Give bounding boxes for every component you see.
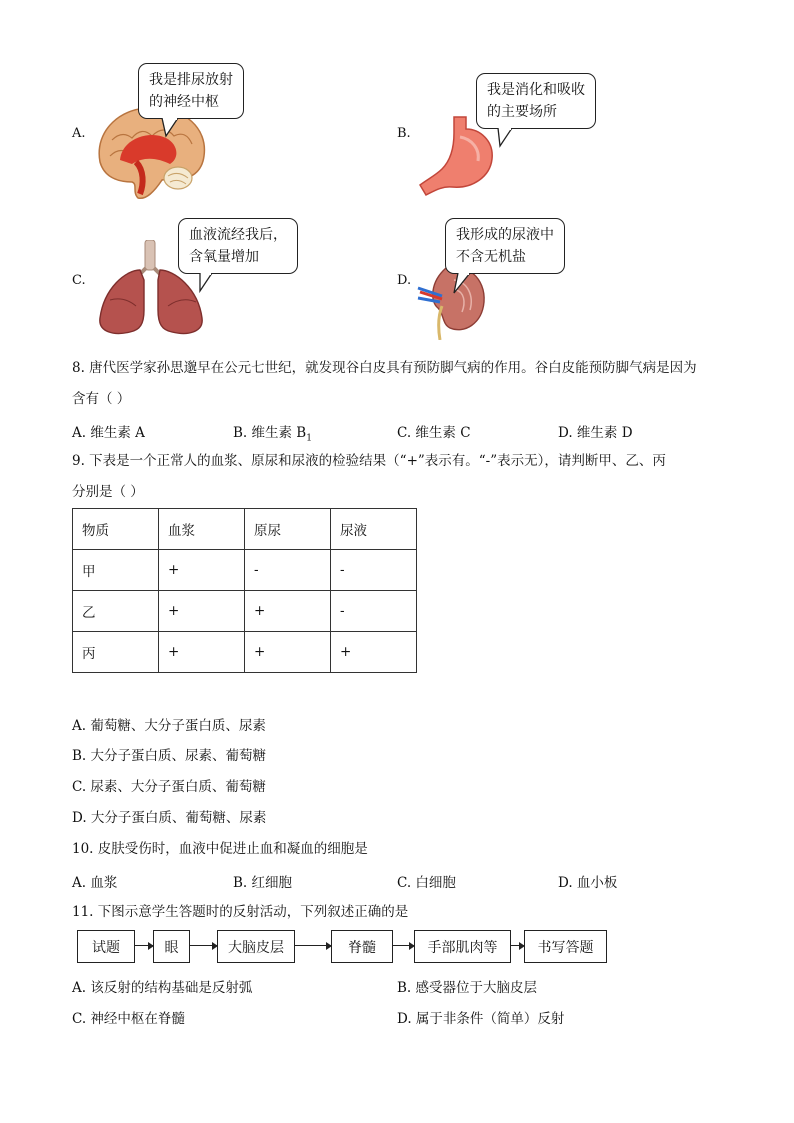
- option-c[interactable]: C. 尿素、大分子蛋白质、葡萄糖: [72, 779, 266, 795]
- bubble-tail: [196, 273, 220, 295]
- option-letter: D.: [397, 273, 412, 288]
- table-cell: -: [331, 550, 417, 591]
- flow-box-receptor: 眼: [153, 930, 190, 963]
- option-c[interactable]: C. 维生素 C: [397, 425, 471, 441]
- flow-box-effector: 手部肌肉等: [414, 930, 511, 963]
- question-stem-cont: 分别是（ ）: [72, 484, 144, 500]
- option-d[interactable]: D. 维生素 D: [558, 425, 633, 441]
- bubble-tail: [160, 118, 184, 142]
- table-row: [73, 632, 417, 673]
- arrow-icon: [393, 945, 414, 946]
- table-cell: +: [159, 550, 245, 591]
- option-letter: C.: [72, 273, 86, 288]
- option-c[interactable]: C. 神经中枢在脊髓: [72, 1011, 185, 1027]
- option-letter: B.: [397, 126, 411, 141]
- bubble-tail: [452, 273, 476, 295]
- option-b[interactable]: B. 感受器位于大脑皮层: [397, 980, 538, 996]
- bubble-line: 我是排尿放射: [149, 72, 233, 88]
- table-row: [73, 591, 417, 632]
- option-b[interactable]: B. 大分子蛋白质、尿素、葡萄糖: [72, 748, 267, 764]
- option-d[interactable]: D. 血小板: [558, 875, 618, 891]
- question-stem-cont: 含有（ ）: [72, 391, 131, 407]
- arrow-icon: [190, 945, 217, 946]
- result-table: [72, 508, 417, 673]
- table-cell: +: [159, 591, 245, 632]
- table-cell: 乙: [73, 591, 159, 632]
- speech-bubble: [178, 218, 298, 274]
- table-header-cell: 尿液: [331, 509, 417, 550]
- arrow-icon: [135, 945, 153, 946]
- table-cell: -: [331, 591, 417, 632]
- bubble-line: 不含无机盐: [456, 249, 526, 265]
- option-c[interactable]: C. 白细胞: [397, 875, 456, 891]
- question-stem: 9. 下表是一个正常人的血浆、原尿和尿液的检验结果（“+”表示有。“-”表示无），请判断甲、乙、丙: [72, 453, 666, 469]
- flow-box-response: 书写答题: [524, 930, 607, 963]
- bubble-line: 含氧量增加: [189, 249, 259, 265]
- table-header-row: [73, 509, 417, 550]
- table-cell: +: [159, 632, 245, 673]
- table-header-cell: 物质: [73, 509, 159, 550]
- option-d[interactable]: D. 属于非条件（简单）反射: [397, 1011, 565, 1027]
- option-b-text: B. 维生素 B: [233, 425, 307, 441]
- option-d[interactable]: D. 大分子蛋白质、葡萄糖、尿素: [72, 810, 267, 826]
- option-b[interactable]: [233, 421, 312, 444]
- table-row: [73, 550, 417, 591]
- table-header-cell: 原尿: [245, 509, 331, 550]
- table-cell: 甲: [73, 550, 159, 591]
- bubble-line: 的神经中枢: [149, 94, 219, 110]
- flow-box-spinal-cord: 脊髓: [331, 930, 393, 963]
- table-header-cell: 血浆: [159, 509, 245, 550]
- question-stem: 8. 唐代医学家孙思邈早在公元七世纪，就发现谷白皮具有预防脚气病的作用。谷白皮能预防脚气病是因为: [72, 360, 697, 376]
- option-a[interactable]: A. 葡萄糖、大分子蛋白质、尿素: [72, 718, 266, 734]
- speech-bubble: [476, 73, 596, 129]
- option-a[interactable]: A. 该反射的结构基础是反射弧: [72, 980, 253, 996]
- option-a[interactable]: A. 维生素 A: [72, 425, 145, 441]
- bubble-tail: [494, 128, 518, 150]
- table-cell: 丙: [73, 632, 159, 673]
- table-cell: +: [245, 632, 331, 673]
- bubble-line: 我是消化和吸收: [487, 82, 585, 98]
- flow-box-cortex: 大脑皮层: [217, 930, 295, 963]
- flow-box-stimulus: 试题: [77, 930, 135, 963]
- table-cell: +: [245, 591, 331, 632]
- speech-bubble: [138, 63, 244, 119]
- arrow-icon: [295, 945, 331, 946]
- bubble-line: 血液流经我后，: [189, 227, 287, 243]
- table-cell: +: [331, 632, 417, 673]
- bubble-line: 的主要场所: [487, 104, 557, 120]
- arrow-icon: [511, 945, 524, 946]
- option-a[interactable]: A. 血浆: [72, 875, 118, 891]
- speech-bubble: [445, 218, 565, 274]
- question-stem: 10. 皮肤受伤时，血液中促进止血和凝血的细胞是: [72, 841, 368, 857]
- option-letter: A.: [72, 126, 86, 141]
- bubble-line: 我形成的尿液中: [456, 227, 554, 243]
- question-stem: 11. 下图示意学生答题时的反射活动，下列叙述正确的是: [72, 904, 409, 920]
- option-b[interactable]: B. 红细胞: [233, 875, 293, 891]
- subscript: 1: [306, 433, 312, 444]
- table-cell: -: [245, 550, 331, 591]
